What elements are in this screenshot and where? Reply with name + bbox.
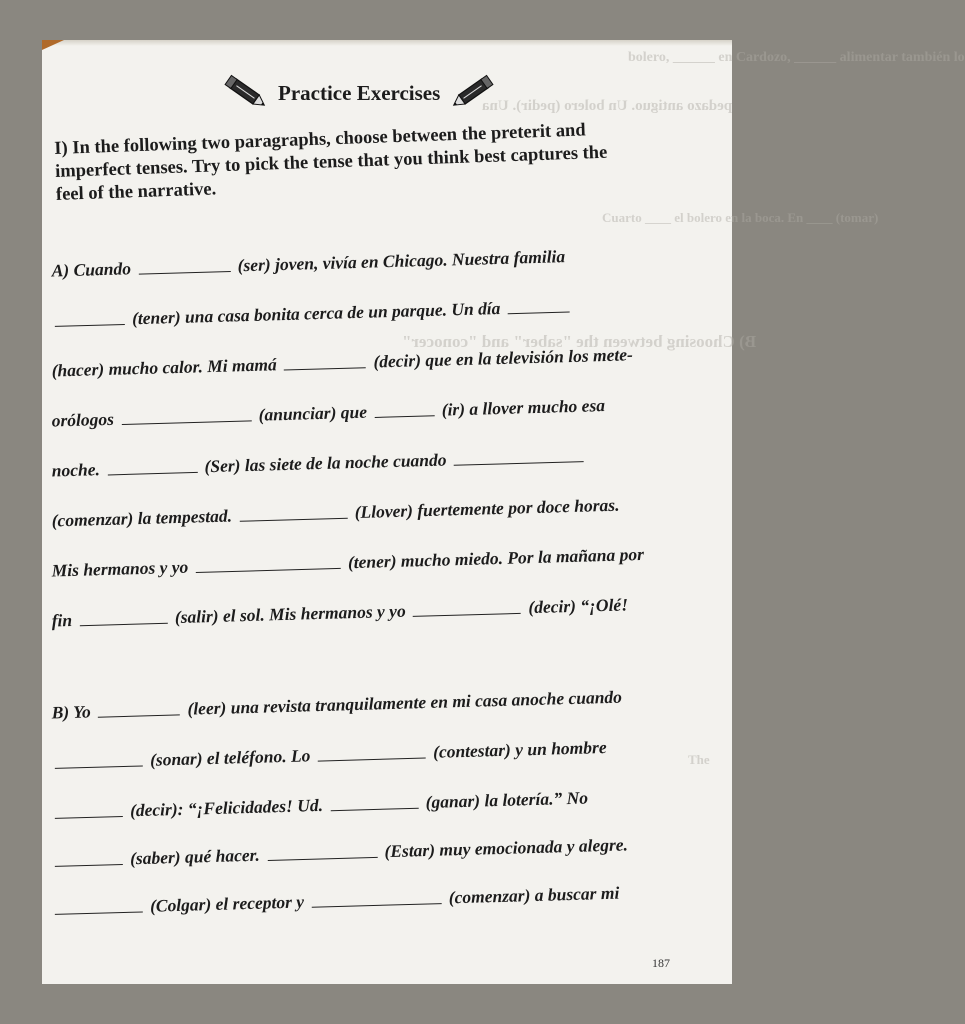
exercise-text: (leer) una revista tranquilamente en mi casa anoche cuando bbox=[182, 686, 623, 719]
page-shadow bbox=[42, 40, 732, 46]
exercise-text: (hacer) mucho calor. Mi mamá bbox=[51, 354, 282, 381]
textbook-page bbox=[42, 40, 965, 984]
exercise-a-line bbox=[51, 492, 619, 531]
exercise-text: Mis hermanos y yo bbox=[51, 556, 193, 581]
exercise-a-line bbox=[51, 592, 628, 632]
answer-blank[interactable] bbox=[79, 605, 167, 626]
exercise-text: (ganar) la lotería.” No bbox=[420, 787, 589, 813]
answer-blank[interactable] bbox=[413, 595, 521, 617]
exercise-a-line bbox=[51, 244, 565, 282]
answer-blank[interactable] bbox=[507, 294, 569, 314]
exercise-text: B) Yo bbox=[51, 701, 96, 723]
answer-blank[interactable] bbox=[267, 839, 377, 861]
instructions: I) In the following two paragraphs, choose between the preterit and imperfect tenses. Try to pick the tense that you think best captures the feel of the narrative. bbox=[54, 120, 608, 205]
answer-blank[interactable] bbox=[330, 790, 418, 811]
exercise-text: (decir) que en la televisión los mete- bbox=[368, 344, 634, 372]
exercise-b-line bbox=[51, 735, 607, 774]
answer-blank[interactable] bbox=[138, 253, 230, 274]
exercise-text: (Colgar) el receptor y bbox=[145, 891, 309, 916]
answer-blank[interactable] bbox=[121, 402, 251, 424]
answer-blank[interactable] bbox=[54, 846, 122, 866]
exercise-text: (decir) “¡Olé! bbox=[523, 594, 629, 618]
exercise-text: A) Cuando bbox=[51, 258, 136, 281]
page-corner-tab bbox=[42, 40, 64, 50]
exercise-text: orólogos bbox=[51, 408, 119, 431]
exercise-text: (Ser) las siete de la noche cuando bbox=[199, 449, 452, 477]
exercise-text: (tener) una casa bonita cerca de un parque. Un día bbox=[127, 297, 506, 329]
exercise-b-line bbox=[51, 832, 628, 872]
exercise-text: (decir): “¡Felicidades! Ud. bbox=[125, 794, 328, 821]
exercise-text: (salir) el sol. Mis hermanos y yo bbox=[170, 600, 411, 628]
exercise-text: (tener) mucho miedo. Por la mañana por bbox=[343, 543, 645, 573]
answer-blank[interactable] bbox=[98, 696, 180, 717]
exercise-text: noche. bbox=[51, 459, 105, 481]
exercise-b-line bbox=[51, 785, 588, 823]
exercise-text: (anunciar) que bbox=[253, 401, 372, 425]
answer-blank[interactable] bbox=[284, 349, 366, 370]
bleed-text-4: B) Choosing between the "saber" and "conocer" bbox=[402, 332, 757, 351]
bleed-text-3: Cuarto ____ el bolero en la boca. En ____ (tomar) bbox=[602, 210, 879, 225]
exercise-text: fin bbox=[51, 609, 77, 631]
answer-blank[interactable] bbox=[239, 500, 347, 522]
answer-blank[interactable] bbox=[195, 550, 340, 573]
title-row bbox=[220, 70, 498, 116]
pencil-icon bbox=[446, 70, 498, 116]
exercise-text: (ser) joven, vivía en Chicago. Nuestra familia bbox=[232, 246, 566, 276]
page-number: 187 bbox=[652, 956, 670, 970]
page-title: Practice Exercises bbox=[278, 80, 441, 105]
bleed-text-2: pedazo antiguo. Un bolero (pedir). Una bbox=[482, 98, 733, 114]
exercise-text: (comenzar) a buscar mi bbox=[444, 882, 620, 908]
answer-blank[interactable] bbox=[454, 443, 584, 465]
exercise-text: (Llover) fuertemente por doce horas. bbox=[350, 494, 620, 523]
exercise-b-line bbox=[51, 880, 619, 919]
exercise-text: (ir) a llover mucho esa bbox=[437, 395, 606, 420]
answer-blank[interactable] bbox=[54, 747, 142, 768]
exercise-a-line bbox=[51, 443, 587, 481]
exercise-text: (Estar) muy emocionada y alegre. bbox=[379, 834, 629, 862]
answer-blank[interactable] bbox=[54, 306, 124, 326]
answer-blank[interactable] bbox=[54, 798, 122, 818]
pencil-icon bbox=[220, 70, 272, 116]
bleed-text-1: bolero, ______ en Cardozo, ______ alimentar también lo bbox=[628, 50, 965, 65]
answer-blank[interactable] bbox=[311, 885, 441, 907]
exercise-text: (saber) qué hacer. bbox=[125, 844, 265, 869]
exercise-text: (sonar) el teléfono. Lo bbox=[145, 745, 316, 770]
exercise-a-line bbox=[51, 541, 644, 581]
answer-blank[interactable] bbox=[374, 397, 434, 417]
answer-blank[interactable] bbox=[54, 893, 142, 914]
exercise-a-line bbox=[51, 393, 605, 432]
exercise-text: (comenzar) la tempestad. bbox=[51, 505, 237, 531]
exercise-a-line bbox=[51, 293, 573, 331]
exercise-b-line bbox=[51, 684, 622, 723]
answer-blank[interactable] bbox=[317, 740, 425, 762]
answer-blank[interactable] bbox=[107, 454, 197, 475]
exercise-text: (contestar) y un hombre bbox=[428, 737, 607, 762]
exercise-a-line bbox=[51, 342, 633, 382]
bleed-text-5: The bbox=[688, 752, 710, 767]
